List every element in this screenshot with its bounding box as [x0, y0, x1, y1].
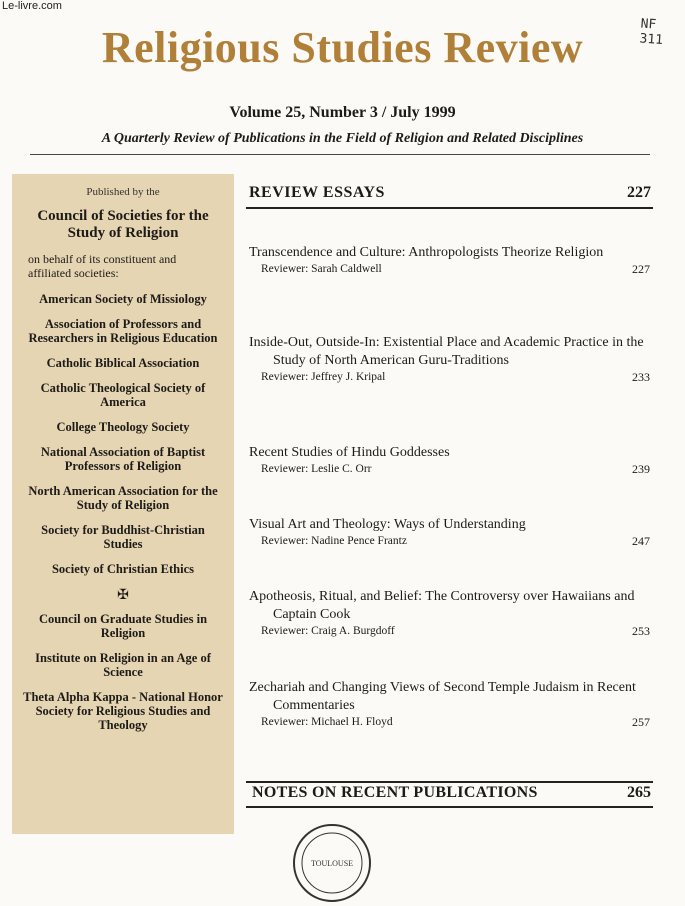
essay-entry: [249, 679, 654, 729]
council-name: Council of Societies for the Study of Religion: [37, 208, 209, 241]
society-item: Catholic Biblical Association: [46, 356, 200, 370]
notes-page: 265: [627, 784, 651, 801]
society-item: College Theology Society: [56, 420, 190, 434]
essay-entry: [249, 334, 654, 384]
essay-reviewer: Reviewer: Leslie C. Orr: [261, 463, 372, 475]
handnote-line-2: 311: [639, 31, 664, 49]
essay-reviewer: Reviewer: Nadine Pence Frantz: [261, 535, 407, 547]
affiliate-item: Institute on Religion in an Age of Science: [35, 651, 211, 679]
notes-header: [246, 784, 653, 806]
notes-rule-top: [246, 781, 653, 783]
society-item: Association of Professors and Researchers in Religious Education: [28, 317, 218, 345]
ornament-icon: ✠: [117, 588, 129, 603]
watermark-text: Le-livre.com: [2, 0, 62, 12]
header-divider: [30, 154, 650, 155]
essay-title: Transcendence and Culture: Anthropologists Theorize Religion: [249, 245, 604, 260]
essay-entry: [249, 444, 654, 476]
handnote-line-1: NF: [640, 16, 657, 33]
essay-title: Visual Art and Theology: Ways of Understanding: [249, 517, 526, 532]
review-essays-page: 227: [627, 184, 651, 201]
society-item: National Association of Baptist Professors of Religion: [40, 445, 206, 473]
affiliate-item: Council on Graduate Studies in Religion: [38, 612, 208, 640]
journal-title: Religious Studies Review: [101, 23, 584, 72]
on-behalf-text: on behalf of its constituent and affiliated societies:: [28, 252, 177, 280]
stamp-text: TOULOUSE: [310, 859, 354, 868]
review-essays-heading: REVIEW ESSAYS: [249, 184, 385, 201]
essay-page: 257: [632, 715, 650, 729]
society-item: Catholic Theological Society of America: [40, 381, 206, 409]
essay-title: Recent Studies of Hindu Goddesses: [249, 445, 450, 460]
essay-entry: [249, 588, 654, 638]
essay-page: 253: [632, 624, 650, 638]
affiliate-item: Theta Alpha Kappa - National Honor Society for Religious Studies and Theology: [23, 690, 223, 732]
notes-rule-bottom: [246, 806, 653, 808]
society-item: North American Association for the Study of Religion: [28, 484, 218, 512]
review-essays-rule: [246, 207, 653, 209]
society-item: American Society of Missiology: [39, 292, 207, 306]
essay-title: Apotheosis, Ritual, and Belief: The Controversy over Hawaiians and Captain Cook: [249, 589, 635, 622]
notes-heading: NOTES ON RECENT PUBLICATIONS: [252, 784, 538, 801]
library-stamp-icon: [289, 820, 375, 906]
society-item: Society of Christian Ethics: [51, 562, 194, 576]
review-essays-header: [246, 184, 653, 208]
society-item: Society for Buddhist-Christian Studies: [41, 523, 205, 551]
essay-page: 247: [632, 534, 650, 548]
essay-reviewer: Reviewer: Jeffrey J. Kripal: [261, 371, 386, 383]
essay-page: 227: [632, 262, 650, 276]
essay-reviewer: Reviewer: Michael H. Floyd: [261, 716, 393, 728]
essay-entry: [249, 516, 654, 548]
publisher-sidebar: [12, 174, 234, 834]
essay-title: Inside-Out, Outside-In: Existential Place and Academic Practice in the Study of North American Guru-Traditions: [249, 335, 644, 368]
essay-title: Zechariah and Changing Views of Second Temple Judaism in Recent Commentaries: [249, 680, 636, 713]
essay-page: 233: [632, 370, 650, 384]
essay-reviewer: Reviewer: Sarah Caldwell: [261, 263, 382, 275]
essay-page: 239: [632, 462, 650, 476]
volume-line: Volume 25, Number 3 / July 1999: [229, 104, 456, 121]
essay-entry: [249, 244, 654, 276]
essay-reviewer: Reviewer: Craig A. Burgdoff: [261, 625, 395, 637]
journal-subtitle: A Quarterly Review of Publications in the Field of Religion and Related Disciplines: [101, 131, 584, 146]
published-by: Published by the: [86, 186, 160, 198]
